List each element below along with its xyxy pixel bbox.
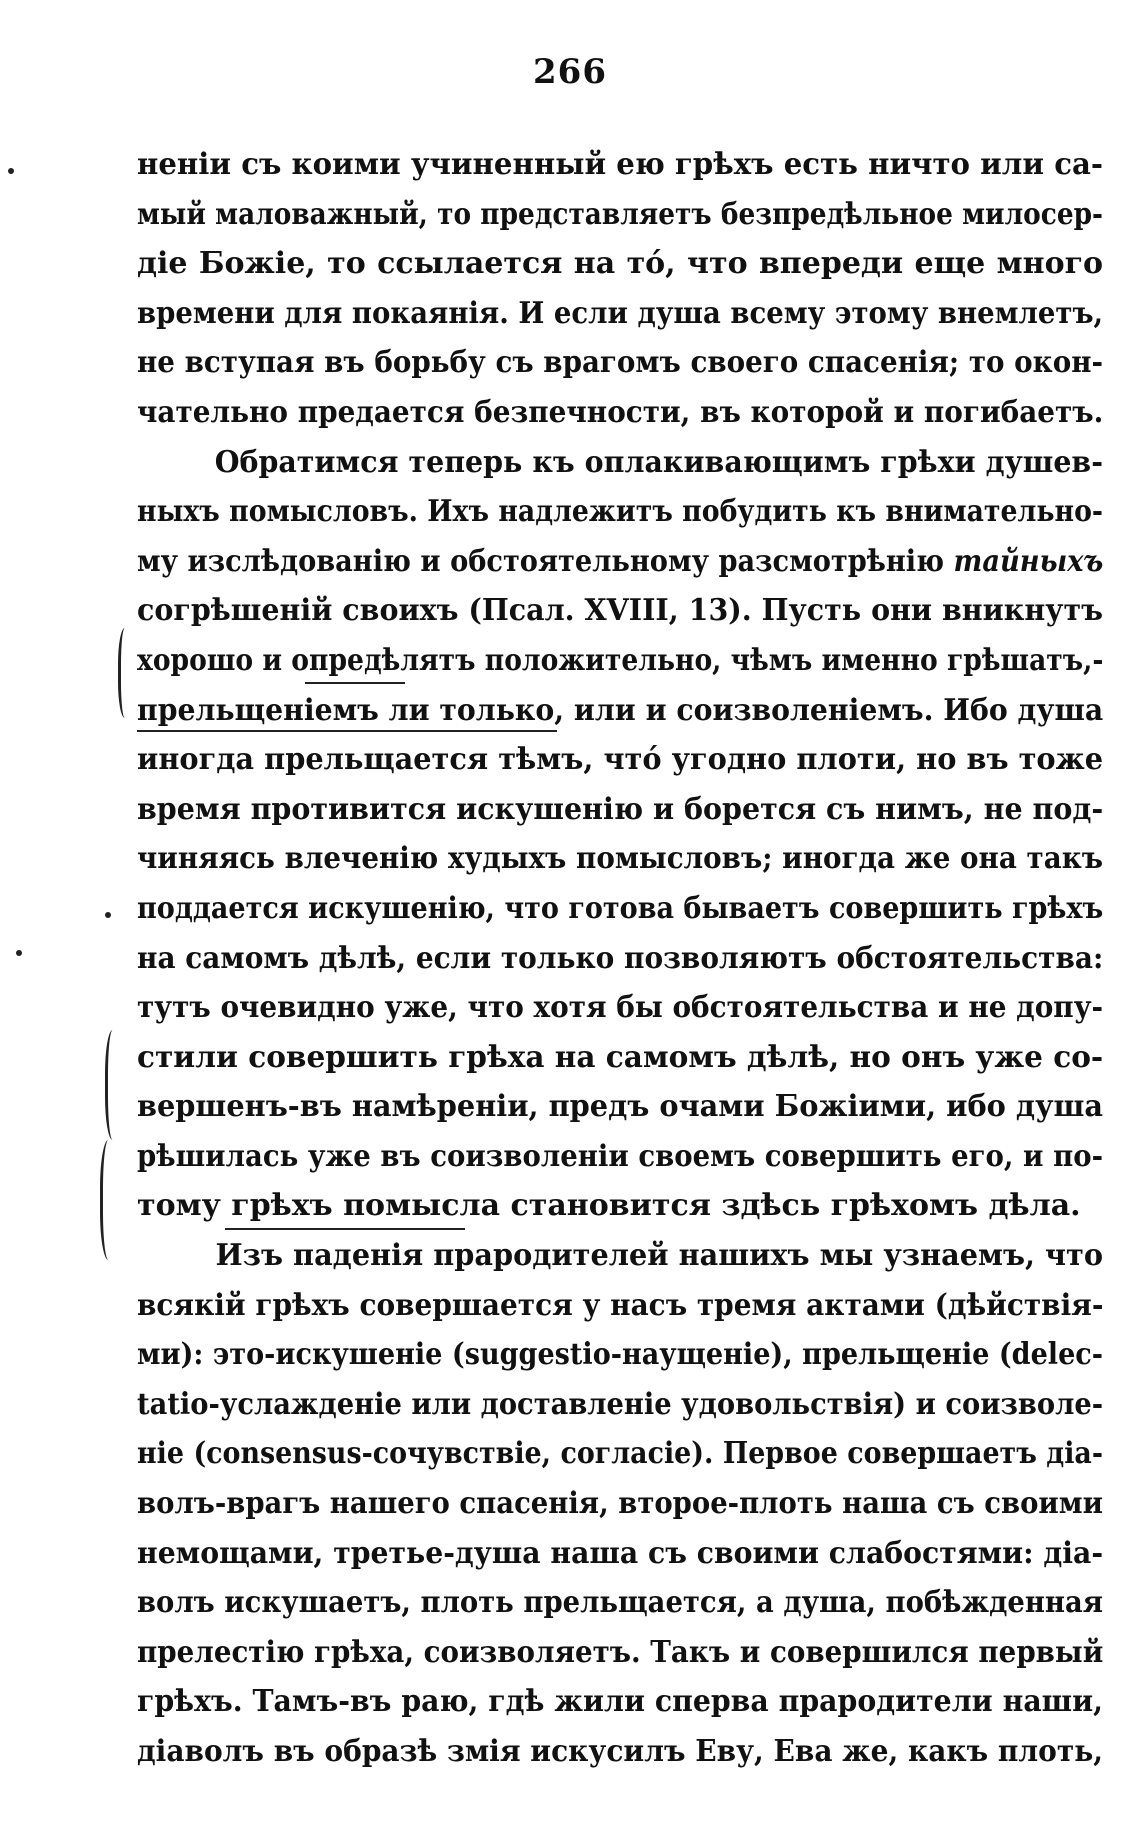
text-line: прелестію грѣха, соизволяетъ. Такъ и совершился первый <box>137 1634 1104 1670</box>
italic-word: тайныхъ <box>953 543 1104 579</box>
text-line: всякій грѣхъ совершается у насъ тремя актами (дѣйствія- <box>137 1287 1104 1323</box>
text-line: прельщеніемъ ли только, или и соизволеніемъ. Ибо душа <box>137 692 1104 728</box>
text-line: волъ-врагъ нашего спасенія, второе-плоть наша съ своими <box>137 1486 1103 1522</box>
text-line: стили совершить грѣха на самомъ дѣлѣ, но онъ уже со- <box>137 1039 1104 1075</box>
text-line: рѣшилась уже въ соизволеніи своемъ совершить его, и по- <box>137 1138 1103 1174</box>
text-line: ніе (consensus-сочувствіе, согласіе). Первое совершаетъ діа- <box>137 1436 1103 1472</box>
text-line: поддается искушенію, что готова бываетъ совершить грѣхъ <box>137 890 1104 926</box>
paragraph-start: Изъ паденія прародителей нашихъ мы узнаемъ, что <box>215 1238 1103 1274</box>
margin-dot <box>105 912 111 918</box>
text-line: немощами, третье-душа наша съ своими слабостями: діа- <box>137 1535 1104 1571</box>
page-number: 266 <box>533 52 607 92</box>
text-line-with-italic <box>137 537 1103 587</box>
text-line: грѣхъ. Тамъ-въ раю, гдѣ жили сперва прародители наши, <box>137 1684 1103 1720</box>
text-line: времени для покаянія. И если душа всему этому внемлетъ, <box>137 295 1104 331</box>
text-line: ныхъ помысловъ. Ихъ надлежитъ побудить къ внимательно- <box>137 494 1103 530</box>
text-line: вершенъ-въ намѣреніи, предъ очами Божіими, ибо душа <box>137 1089 1104 1125</box>
paragraph-start: Обратимся теперь къ оплакивающимъ грѣхи душев- <box>214 444 1103 480</box>
text-line: мый маловажный, то представляетъ безпредѣльное милосер- <box>137 196 1103 232</box>
text-line: неніи съ коими учиненный ею грѣхъ есть ничто или са- <box>137 147 1103 182</box>
text-fragment: му изслѣдованію и обстоятельному разсмотрѣнію <box>137 543 945 579</box>
text-block <box>137 140 1103 1777</box>
text-line: чиняясь влеченію худыхъ помысловъ; иногда же она такъ <box>137 841 1103 877</box>
margin-bracket <box>118 628 135 718</box>
text-line: хорошо и опредѣлятъ положительно, чѣмъ именно грѣшатъ,- <box>137 642 1104 678</box>
text-line: діе Божіе, то ссылается на тó, что впереди еще много <box>137 246 1103 282</box>
text-line: чательно предается безпечности, въ которой и погибаетъ. <box>137 394 1104 430</box>
margin-bracket <box>100 1140 121 1260</box>
text-line: tatio-услажденіе или доставленіе удовольствія) и соизволе- <box>137 1386 1104 1422</box>
margin-dot <box>16 950 22 956</box>
text-line: ми): это-искушеніе (suggestio-наущеніе), прельщеніе (delec- <box>137 1337 1103 1373</box>
margin-dot <box>8 168 14 174</box>
margin-bracket <box>105 1030 124 1140</box>
text-line: тутъ очевидно уже, что хотя бы обстоятельства и не допу- <box>137 990 1104 1026</box>
text-line: волъ искушаетъ, плоть прельщается, а душа, побѣжденная <box>137 1585 1103 1621</box>
text-line: иногда прельщается тѣмъ, чтó угодно плоти, но въ тоже <box>137 742 1103 778</box>
text-line: тому грѣхъ помысла становится здѣсь грѣхомъ дѣла. <box>137 1188 1081 1224</box>
text-line: время противится искушенію и борется съ нимъ, не под- <box>137 791 1104 827</box>
text-line: не вступая въ борьбу съ врагомъ своего спасенія; то окон- <box>137 345 1103 381</box>
text-line: согрѣшеній своихъ (Псал. XVIII, 13). Пусть они вникнутъ <box>137 593 1103 629</box>
text-line: на самомъ дѣлѣ, если только позволяютъ обстоятельства: <box>137 940 1104 976</box>
text-line: діаволъ въ образѣ змія искусилъ Еву, Ева же, какъ плоть, <box>137 1734 1103 1769</box>
